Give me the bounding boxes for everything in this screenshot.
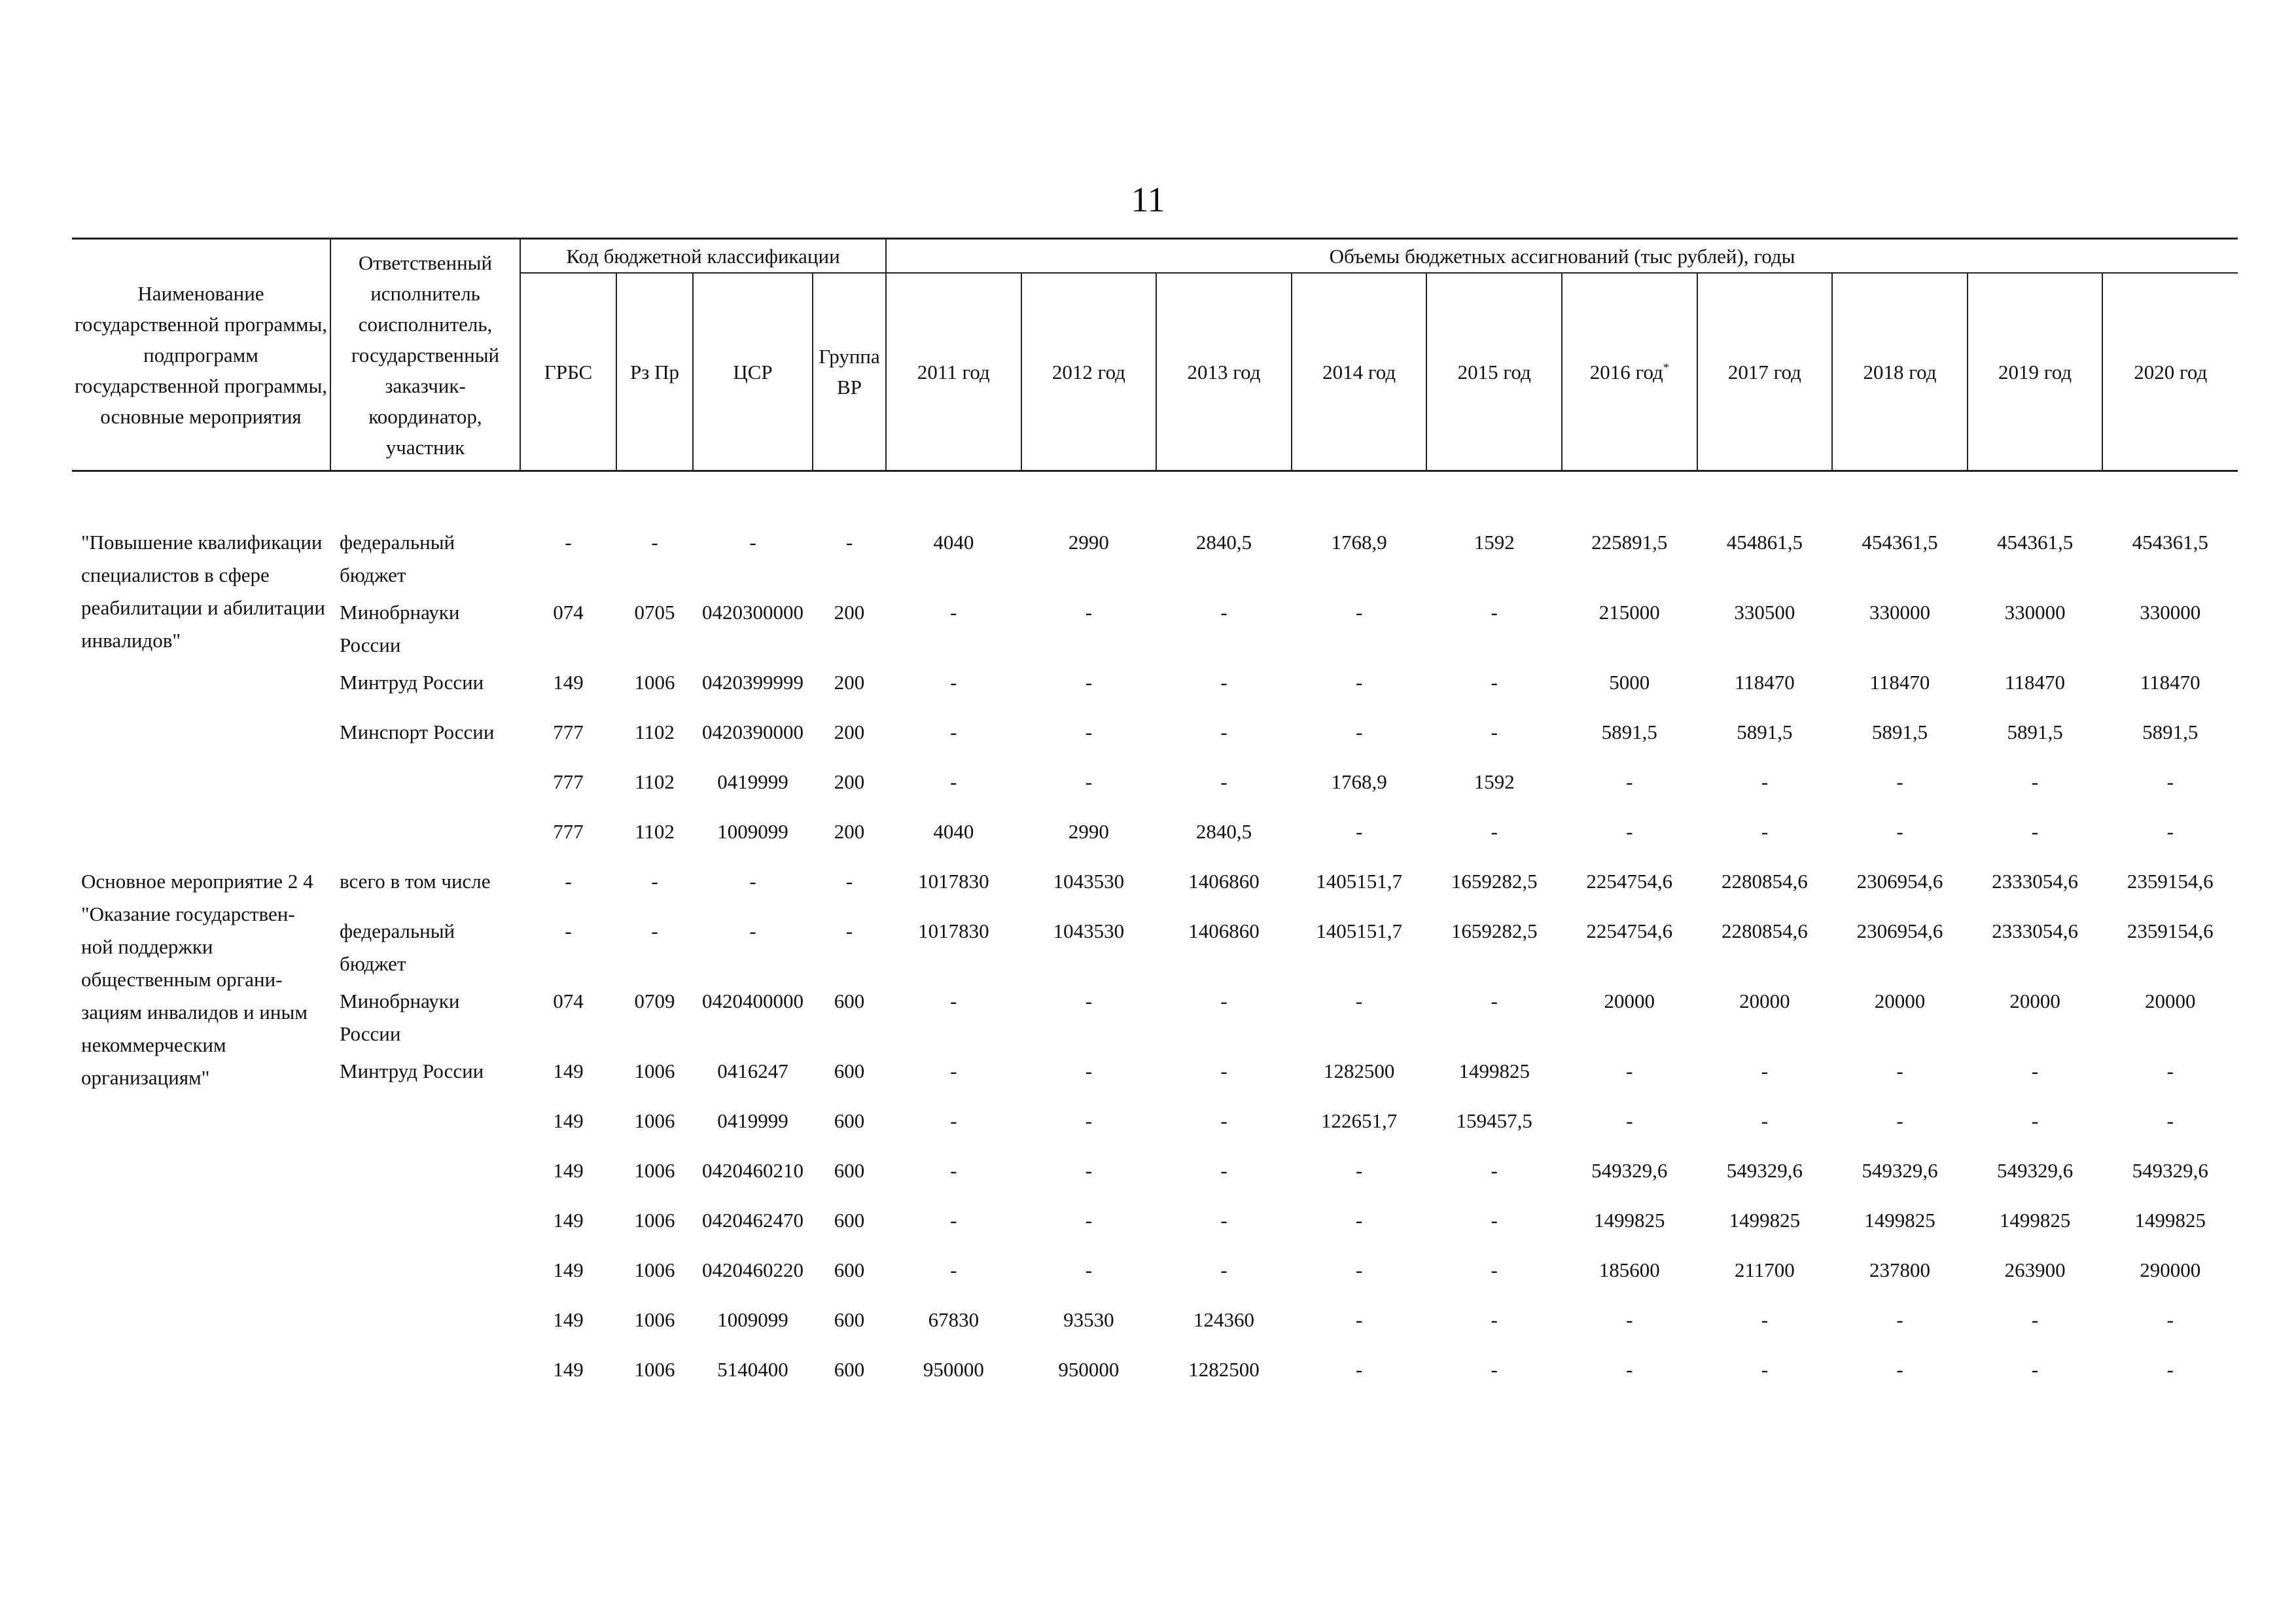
amount-cell: 1405151,7 — [1316, 870, 1402, 893]
table-row — [72, 910, 2238, 980]
amount-cell: - — [950, 990, 957, 1012]
vr-cell: - — [845, 531, 853, 554]
amount-cell: 263900 — [2004, 1258, 2066, 1281]
amount-cell: 330000 — [2004, 601, 2066, 624]
amount-cell: 118470 — [2005, 671, 2065, 694]
vr-cell: 200 — [834, 770, 865, 793]
grbs-cell: 149 — [553, 1358, 584, 1381]
responsible-cell — [330, 811, 520, 861]
csr-cell: 0420300000 — [702, 601, 804, 624]
table-row — [72, 861, 2238, 910]
amount-cell: - — [1220, 1060, 1227, 1082]
header-year: 2017 год — [1697, 273, 1833, 471]
table-row — [72, 1050, 2238, 1100]
amount-cell: - — [1220, 1109, 1227, 1132]
amount-cell: - — [950, 671, 957, 694]
amount-cell: - — [2031, 1358, 2039, 1381]
grbs-cell: 149 — [553, 1109, 584, 1132]
amount-cell: - — [1491, 990, 1498, 1012]
grbs-cell: - — [565, 870, 572, 893]
rzpr-cell: 1102 — [635, 721, 675, 743]
amount-cell: - — [950, 721, 957, 743]
table-row — [72, 761, 2238, 811]
amount-cell: - — [1355, 820, 1363, 843]
amount-cell: 2254754,6 — [1586, 919, 1673, 942]
table-row — [72, 592, 2238, 662]
amount-cell: - — [1491, 671, 1498, 694]
amount-cell: 2280854,6 — [1722, 919, 1808, 942]
amount-cell: - — [1220, 1209, 1227, 1232]
amount-cell: 549329,6 — [1591, 1159, 1668, 1182]
amount-cell: - — [1491, 1308, 1498, 1331]
amount-cell: - — [1626, 1109, 1633, 1132]
amount-cell: - — [2166, 770, 2174, 793]
csr-cell: 0416247 — [717, 1060, 788, 1082]
vr-cell: 200 — [834, 601, 865, 624]
amount-cell: 1592 — [1474, 770, 1515, 793]
amount-cell: - — [1761, 820, 1769, 843]
amount-cell: - — [950, 1109, 957, 1132]
amount-cell: 93530 — [1063, 1308, 1114, 1331]
amount-cell: - — [1626, 820, 1633, 843]
amount-cell: - — [1355, 721, 1363, 743]
amount-cell: 5891,5 — [2142, 721, 2199, 743]
responsible-cell — [330, 1299, 520, 1349]
amount-cell: - — [1626, 1060, 1633, 1082]
responsible-cell: федеральный бюджет — [340, 531, 455, 586]
program-name: Основное мероприятие 2 4 "Оказание государствен-ной поддержки общественным органи-зациям инвалидов и иным некоммерческим организациям" — [81, 870, 313, 1089]
amount-cell: 211700 — [1734, 1258, 1795, 1281]
amount-cell: - — [2166, 1060, 2174, 1082]
amount-cell: - — [1355, 601, 1363, 624]
grbs-cell: 777 — [553, 721, 584, 743]
vr-cell: 600 — [834, 1358, 865, 1381]
amount-cell: 2840,5 — [1195, 820, 1252, 843]
vr-cell: - — [845, 919, 853, 942]
amount-cell: - — [2166, 1358, 2174, 1381]
header-budget-code: Код бюджетной классификации — [520, 239, 886, 274]
grbs-cell: 149 — [553, 1258, 584, 1281]
vr-cell: 600 — [834, 1109, 865, 1132]
header-year: 2013 год — [1156, 273, 1292, 471]
amount-cell: - — [1626, 1308, 1633, 1331]
amount-cell: - — [1491, 1159, 1498, 1182]
csr-cell: 1009099 — [717, 1308, 788, 1331]
amount-cell: 2359154,6 — [2127, 919, 2214, 942]
amount-cell: 1768,9 — [1331, 770, 1387, 793]
responsible-cell — [330, 1249, 520, 1299]
rzpr-cell: 0705 — [634, 601, 675, 624]
amount-cell: - — [950, 1258, 957, 1281]
csr-cell: 1009099 — [717, 820, 788, 843]
amount-cell: 1282500 — [1188, 1358, 1260, 1381]
header-year: 2020 год — [2102, 273, 2238, 471]
amount-cell: - — [1491, 820, 1498, 843]
amount-cell: 2990 — [1068, 820, 1109, 843]
grbs-cell: 777 — [553, 820, 584, 843]
csr-cell: 0420460210 — [702, 1159, 804, 1182]
amount-cell: 454361,5 — [1996, 531, 2074, 554]
rzpr-cell: 1006 — [634, 1209, 675, 1232]
grbs-cell: 149 — [553, 1060, 584, 1082]
amount-cell: 20000 — [1874, 990, 1926, 1012]
amount-cell: 67830 — [928, 1308, 980, 1331]
amount-cell: - — [1626, 1358, 1633, 1381]
amount-cell: 950000 — [1058, 1358, 1120, 1381]
amount-cell: 2333054,6 — [1992, 870, 2078, 893]
amount-cell: - — [1896, 1308, 1903, 1331]
amount-cell: - — [1491, 1209, 1498, 1232]
amount-cell: 118470 — [2140, 671, 2200, 694]
grbs-cell: 149 — [553, 1308, 584, 1331]
grbs-cell: 074 — [553, 990, 584, 1012]
amount-cell: - — [1896, 770, 1903, 793]
amount-cell: 122651,7 — [1320, 1109, 1398, 1132]
amount-cell: - — [1085, 1109, 1093, 1132]
amount-cell: - — [1761, 1109, 1769, 1132]
amount-cell: 1406860 — [1188, 870, 1260, 893]
csr-cell: 0420460220 — [702, 1258, 804, 1281]
amount-cell: 549329,6 — [1862, 1159, 1938, 1182]
amount-cell: 5891,5 — [1737, 721, 1793, 743]
amount-cell: - — [1491, 1358, 1498, 1381]
grbs-cell: 149 — [553, 1209, 584, 1232]
budget-table — [72, 238, 2238, 1399]
responsible-cell: Минспорт России — [340, 721, 495, 743]
amount-cell: 1043530 — [1053, 870, 1125, 893]
amount-cell: - — [1896, 1060, 1903, 1082]
responsible-cell — [330, 761, 520, 811]
header-year: 2011 год — [886, 273, 1021, 471]
responsible-cell — [330, 1150, 520, 1200]
rzpr-cell: 1006 — [634, 1159, 675, 1182]
amount-cell: 5000 — [1609, 671, 1650, 694]
amount-cell: 2306954,6 — [1856, 919, 1943, 942]
header-year-label: 2016 год — [1589, 360, 1663, 383]
header-responsible: Ответственный исполнитель соисполнитель, государственный заказчик-координатор, участник — [330, 239, 520, 471]
header-year: 2019 год — [1968, 273, 2103, 471]
amount-cell: - — [1085, 1159, 1093, 1182]
header-year: 2014 год — [1292, 273, 1427, 471]
amount-cell: - — [1220, 770, 1227, 793]
rzpr-cell: 1006 — [634, 1308, 675, 1331]
responsible-cell: Минтруд России — [340, 1060, 484, 1082]
amount-cell: 1282500 — [1323, 1060, 1395, 1082]
amount-cell: 1017830 — [918, 870, 989, 893]
csr-cell: 0420399999 — [702, 671, 804, 694]
rzpr-cell: 0709 — [634, 990, 675, 1012]
vr-cell: 200 — [834, 721, 865, 743]
amount-cell: 454361,5 — [1862, 531, 1938, 554]
rzpr-cell: 1006 — [634, 1109, 675, 1132]
amount-cell: 5891,5 — [1871, 721, 1928, 743]
grbs-cell: 149 — [553, 1159, 584, 1182]
amount-cell: - — [1085, 990, 1093, 1012]
amount-cell: - — [1085, 770, 1093, 793]
grbs-cell: 149 — [553, 671, 584, 694]
amount-cell: 1768,9 — [1331, 531, 1387, 554]
amount-cell: - — [1491, 1258, 1498, 1281]
amount-cell: - — [2031, 1308, 2039, 1331]
amount-cell: 5891,5 — [1601, 721, 1657, 743]
amount-cell: - — [1220, 990, 1227, 1012]
table-row — [72, 711, 2238, 761]
amount-cell: 185600 — [1598, 1258, 1660, 1281]
amount-cell: 20000 — [2144, 990, 2196, 1012]
header-year: 2018 год — [1832, 273, 1968, 471]
amount-cell: 549329,6 — [2132, 1159, 2208, 1182]
amount-cell: - — [950, 770, 957, 793]
amount-cell: 20000 — [2009, 990, 2060, 1012]
amount-cell: - — [2031, 1060, 2039, 1082]
page-number: 11 — [1131, 180, 1165, 219]
amount-cell: - — [1355, 1159, 1363, 1182]
table-row — [72, 811, 2238, 861]
amount-cell: - — [1355, 1358, 1363, 1381]
responsible-cell: Минобрнауки России — [340, 601, 460, 656]
table-row — [72, 1299, 2238, 1349]
amount-cell: 5891,5 — [2007, 721, 2063, 743]
amount-cell: 237800 — [1869, 1258, 1930, 1281]
rzpr-cell: 1006 — [634, 1060, 675, 1082]
vr-cell: 600 — [834, 1159, 865, 1182]
amount-cell: - — [1220, 671, 1227, 694]
amount-cell: 330500 — [1734, 601, 1795, 624]
amount-cell: 290000 — [2140, 1258, 2201, 1281]
table-row — [72, 1249, 2238, 1299]
amount-cell: - — [1085, 1060, 1093, 1082]
csr-cell: - — [749, 531, 756, 554]
rzpr-cell: - — [651, 531, 658, 554]
amount-cell: - — [1355, 1258, 1363, 1281]
amount-cell: - — [2031, 1109, 2039, 1132]
amount-cell: 159457,5 — [1456, 1109, 1532, 1132]
program-name: "Повышение квалификации специалистов в сфере реабилитации и абилитации инвалидов" — [81, 531, 325, 652]
amount-cell: 1499825 — [1864, 1209, 1935, 1232]
amount-cell: - — [1896, 1358, 1903, 1381]
vr-cell: 600 — [834, 1308, 865, 1331]
vr-cell: 600 — [834, 1258, 865, 1281]
amount-cell: 1659282,5 — [1451, 870, 1538, 893]
header-volumes: Объемы бюджетных ассигнований (тыс рублей), годы — [886, 239, 2238, 274]
csr-cell: 0419999 — [717, 770, 788, 793]
amount-cell: 1659282,5 — [1451, 919, 1538, 942]
rzpr-cell: 1102 — [635, 770, 675, 793]
amount-cell: - — [1761, 1308, 1769, 1331]
header-rzpr: Рз Пр — [616, 273, 693, 471]
responsible-cell: федеральный бюджет — [340, 919, 455, 975]
vr-cell: 600 — [834, 1060, 865, 1082]
amount-cell: 215000 — [1598, 601, 1660, 624]
responsible-cell — [330, 1100, 520, 1150]
amount-cell: - — [1761, 1358, 1769, 1381]
amount-cell: 2306954,6 — [1856, 870, 1943, 893]
amount-cell: 2280854,6 — [1722, 870, 1808, 893]
csr-cell: 0420400000 — [702, 990, 804, 1012]
vr-cell: 600 — [834, 1209, 865, 1232]
responsible-cell: Минтруд России — [340, 671, 484, 694]
rzpr-cell: 1006 — [634, 1358, 675, 1381]
amount-cell: - — [1626, 770, 1633, 793]
amount-cell: 2990 — [1068, 531, 1109, 554]
table-row — [72, 662, 2238, 711]
responsible-cell: Минобрнауки России — [340, 990, 460, 1045]
amount-cell: - — [1220, 1258, 1227, 1281]
amount-cell: 2254754,6 — [1586, 870, 1673, 893]
amount-cell: 1017830 — [918, 919, 989, 942]
amount-cell: 2333054,6 — [1992, 919, 2078, 942]
amount-cell: - — [1355, 671, 1363, 694]
csr-cell: 0420390000 — [702, 721, 804, 743]
footnote-mark: * — [1663, 361, 1669, 374]
amount-cell: - — [1085, 721, 1093, 743]
grbs-cell: - — [565, 531, 572, 554]
rzpr-cell: - — [651, 870, 658, 893]
amount-cell: - — [1220, 1159, 1227, 1182]
amount-cell: 1499825 — [1729, 1209, 1801, 1232]
amount-cell: - — [1355, 1308, 1363, 1331]
rzpr-cell: 1102 — [635, 820, 675, 843]
amount-cell: 1499825 — [1594, 1209, 1665, 1232]
csr-cell: 0420462470 — [702, 1209, 804, 1232]
grbs-cell: 777 — [553, 770, 584, 793]
header-grbs: ГРБС — [520, 273, 616, 471]
amount-cell: 2359154,6 — [2127, 870, 2214, 893]
csr-cell: 0419999 — [717, 1109, 788, 1132]
amount-cell: 1043530 — [1053, 919, 1125, 942]
amount-cell: 2840,5 — [1195, 531, 1252, 554]
header-vr: Группа ВР — [813, 273, 886, 471]
amount-cell: - — [1085, 601, 1093, 624]
amount-cell: - — [2166, 1109, 2174, 1132]
amount-cell: 330000 — [1869, 601, 1930, 624]
amount-cell: - — [2031, 820, 2039, 843]
amount-cell: - — [1491, 721, 1498, 743]
table-row — [72, 1150, 2238, 1200]
amount-cell: 124360 — [1193, 1308, 1255, 1331]
amount-cell: 454361,5 — [2132, 531, 2208, 554]
vr-cell: - — [845, 870, 853, 893]
csr-cell: - — [749, 870, 756, 893]
csr-cell: - — [749, 919, 756, 942]
amount-cell: - — [1355, 990, 1363, 1012]
amount-cell: - — [950, 1060, 957, 1082]
grbs-cell: - — [565, 919, 572, 942]
responsible-cell — [330, 1349, 520, 1399]
amount-cell: 1499825 — [2134, 1209, 2206, 1232]
amount-cell: - — [1220, 601, 1227, 624]
amount-cell: 330000 — [2140, 601, 2201, 624]
table-row — [72, 522, 2238, 592]
amount-cell: - — [1761, 770, 1769, 793]
amount-cell: 549329,6 — [1996, 1159, 2074, 1182]
table-row — [72, 980, 2238, 1050]
amount-cell: 118470 — [1734, 671, 1795, 694]
amount-cell: - — [1896, 820, 1903, 843]
responsible-cell — [330, 1200, 520, 1249]
amount-cell: - — [2031, 770, 2039, 793]
amount-cell: - — [950, 601, 957, 624]
amount-cell: 225891,5 — [1591, 531, 1668, 554]
amount-cell: 549329,6 — [1726, 1159, 1803, 1182]
amount-cell: 118470 — [1869, 671, 1930, 694]
amount-cell: - — [1085, 671, 1093, 694]
amount-cell: - — [1085, 1209, 1093, 1232]
amount-cell: 20000 — [1739, 990, 1790, 1012]
amount-cell: 20000 — [1604, 990, 1655, 1012]
rzpr-cell: - — [651, 919, 658, 942]
amount-cell: - — [2166, 820, 2174, 843]
amount-cell: - — [950, 1209, 957, 1232]
rzpr-cell: 1006 — [634, 671, 675, 694]
header-csr: ЦСР — [693, 273, 813, 471]
amount-cell: 1405151,7 — [1316, 919, 1402, 942]
amount-cell: 1406860 — [1188, 919, 1260, 942]
table-row — [72, 1100, 2238, 1150]
responsible-cell: всего в том числе — [340, 870, 491, 893]
amount-cell: - — [2166, 1308, 2174, 1331]
amount-cell: - — [1220, 721, 1227, 743]
amount-cell: - — [1761, 1060, 1769, 1082]
vr-cell: 600 — [834, 990, 865, 1012]
vr-cell: 200 — [834, 820, 865, 843]
amount-cell: 454861,5 — [1726, 531, 1803, 554]
header-year: 2015 год — [1426, 273, 1562, 471]
amount-cell: - — [1355, 1209, 1363, 1232]
table-row — [72, 1200, 2238, 1249]
amount-cell: 4040 — [933, 531, 974, 554]
amount-cell: 950000 — [923, 1358, 984, 1381]
amount-cell: 1499825 — [1458, 1060, 1530, 1082]
amount-cell: - — [1085, 1258, 1093, 1281]
table-row — [72, 1349, 2238, 1399]
header-year: 2012 год — [1021, 273, 1157, 471]
header-name: Наименование государственной программы, подпрограмм государственной программы, основные мероприятия — [72, 239, 330, 471]
csr-cell: 5140400 — [717, 1358, 788, 1381]
grbs-cell: 074 — [553, 601, 584, 624]
vr-cell: 200 — [834, 671, 865, 694]
amount-cell: 1499825 — [1999, 1209, 2071, 1232]
amount-cell: 4040 — [933, 820, 974, 843]
rzpr-cell: 1006 — [634, 1258, 675, 1281]
header-year — [1562, 273, 1697, 471]
amount-cell: - — [1896, 1109, 1903, 1132]
amount-cell: - — [1491, 601, 1498, 624]
amount-cell: - — [950, 1159, 957, 1182]
amount-cell: 1592 — [1474, 531, 1515, 554]
